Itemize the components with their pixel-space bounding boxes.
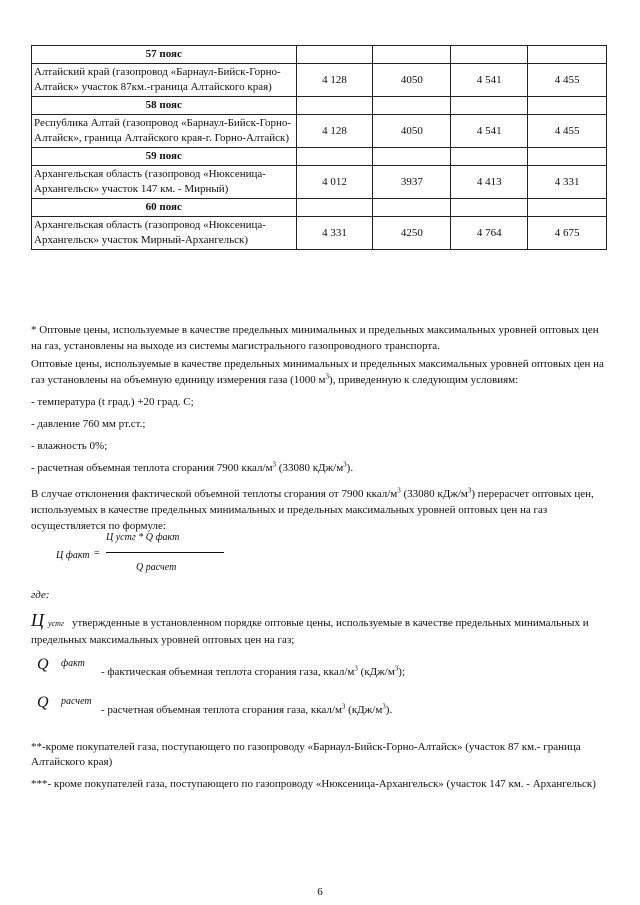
condition-pressure: - давление 760 мм рт.ст.; bbox=[31, 418, 146, 430]
zone-empty-cell bbox=[528, 46, 607, 64]
page-number: 6 bbox=[317, 886, 323, 898]
price-symbol: Ц bbox=[31, 610, 44, 630]
price-cell: 3937 bbox=[373, 166, 451, 199]
zone-label: 60 пояс bbox=[32, 199, 297, 217]
zone-label: 58 пояс bbox=[32, 97, 297, 115]
zone-label: 59 пояс bbox=[32, 148, 297, 166]
zone-empty-cell bbox=[296, 97, 373, 115]
price-cell: 4 128 bbox=[296, 115, 373, 148]
zone-empty-cell bbox=[296, 199, 373, 217]
price-cell: 4 764 bbox=[451, 217, 528, 250]
note-wholesale-prices bbox=[31, 322, 611, 534]
condition-temperature: - температура (t град.) +20 град. С; bbox=[31, 396, 194, 408]
price-cell: 4 675 bbox=[528, 217, 607, 250]
zone-empty-cell bbox=[373, 46, 451, 64]
price-cell: 4 413 bbox=[451, 166, 528, 199]
where-label: где: bbox=[31, 589, 50, 601]
zone-header-row bbox=[32, 148, 607, 166]
table-row bbox=[32, 115, 607, 148]
zone-empty-cell bbox=[528, 199, 607, 217]
definition-q-calc bbox=[31, 694, 611, 724]
price-cell: 4 455 bbox=[528, 115, 607, 148]
price-definition-text: утвержденные в установленном порядке оптовые цены, используемые в качестве предельных минимальных и предельных максимальных уровней оптовых цен на газ; bbox=[31, 617, 589, 646]
q-fact-label: факт bbox=[61, 658, 85, 669]
zone-empty-cell bbox=[296, 148, 373, 166]
price-cell: 4 331 bbox=[528, 166, 607, 199]
zone-empty-cell bbox=[296, 46, 373, 64]
price-table-body bbox=[32, 46, 607, 250]
price-cell: 4050 bbox=[373, 64, 451, 97]
zone-empty-cell bbox=[451, 148, 528, 166]
price-cell: 4 128 bbox=[296, 64, 373, 97]
note-1: * Оптовые цены, используемые в качестве предельных минимальных и предельных максимальных уровней оптовых цен на газ, установлены на выходе из системы магистрального газопроводного транспорта. bbox=[31, 324, 599, 352]
zone-empty-cell bbox=[373, 148, 451, 166]
footnote-2: **-кроме покупателей газа, поступающего по газопроводу «Барнаул-Бийск-Горно-Алтайск» (участок 87 км.- граница Алтайского края) bbox=[31, 741, 581, 768]
formula-lhs: Ц факт bbox=[56, 550, 90, 561]
q-fact-description: - фактическая объемная теплота сгорания газа, ккал/$м^3$ $(кДж/м^3)$; bbox=[101, 664, 406, 678]
q-fact-symbol: Q bbox=[37, 656, 49, 673]
price-cell: 4 455 bbox=[528, 64, 607, 97]
zone-label: 57 пояс bbox=[32, 46, 297, 64]
zone-header-row bbox=[32, 97, 607, 115]
paragraph-recalculation: В случае отклонения фактической объемной теплоты сгорания от 7900 ккал/$м^3$ (33080 кДж/$м^3$) перерасчет оптовых цен, используемых в качестве предельных минимальных и предельных максимальных уровней оптовых цен на газ осуществляется по формуле: bbox=[31, 486, 594, 532]
zone-empty-cell bbox=[451, 97, 528, 115]
zone-empty-cell bbox=[528, 148, 607, 166]
q-calc-description: - расчетная объемная теплота сгорания газа, ккал/$м^3$ $(кДж/м^3)$. bbox=[101, 702, 393, 716]
zone-empty-cell bbox=[373, 199, 451, 217]
definition-q-fact bbox=[31, 656, 611, 686]
footnotes bbox=[31, 740, 611, 799]
region-cell: Алтайский край (газопровод «Барнаул-Бийск-Горно-Алтайск» участок 87км.-граница Алтайского края) bbox=[32, 64, 297, 97]
region-cell: Архангельская область (газопровод «Нюксеница-Архангельск» участок Мирный-Архангельск) bbox=[32, 217, 297, 250]
region-cell: Республика Алтай (газопровод «Барнаул-Бийск-Горно-Алтайск», граница Алтайского края-г. Горно-Алтайск) bbox=[32, 115, 297, 148]
price-formula bbox=[56, 528, 256, 588]
price-cell: 4050 bbox=[373, 115, 451, 148]
q-calc-label: расчет bbox=[61, 696, 92, 707]
paragraph-units: Оптовые цены, используемые в качестве предельных минимальных и предельных максимальных уровней оптовых цен на газ установлены на объемную единицу измерения газа (1000 $м^3$), приведенную к следующим условиям: bbox=[31, 358, 604, 386]
table-row bbox=[32, 217, 607, 250]
footnote-3: ***- кроме покупателей газа, поступающего по газопроводу «Нюксеница-Архангельск» (участок 147 км. - Архангельск) bbox=[31, 778, 596, 790]
table-row bbox=[32, 166, 607, 199]
zone-empty-cell bbox=[451, 46, 528, 64]
q-calc-symbol: Q bbox=[37, 694, 49, 711]
definition-price bbox=[31, 612, 611, 648]
formula-fraction-bar bbox=[106, 552, 224, 553]
price-symbol-subscript: устг bbox=[48, 619, 64, 628]
table-row bbox=[32, 64, 607, 97]
price-cell: 4 331 bbox=[296, 217, 373, 250]
price-cell: 4 541 bbox=[451, 64, 528, 97]
formula-equals: = bbox=[94, 548, 100, 559]
formula-denominator: Q расчет bbox=[136, 562, 177, 573]
zone-header-row bbox=[32, 46, 607, 64]
condition-humidity: - влажность 0%; bbox=[31, 440, 108, 452]
zone-empty-cell bbox=[373, 97, 451, 115]
condition-heat: - расчетная объемная теплота сгорания 7900 ккал/$м^3$ (33080 кДж/$м^3$). bbox=[31, 460, 354, 474]
price-cell: 4250 bbox=[373, 217, 451, 250]
price-cell: 4 541 bbox=[451, 115, 528, 148]
region-cell: Архангельская область (газопровод «Нюксеница-Архангельск» участок 147 км. - Мирный) bbox=[32, 166, 297, 199]
zone-empty-cell bbox=[528, 97, 607, 115]
zone-empty-cell bbox=[451, 199, 528, 217]
zone-header-row bbox=[32, 199, 607, 217]
formula-numerator: Ц устг * Q факт bbox=[106, 532, 180, 543]
price-cell: 4 012 bbox=[296, 166, 373, 199]
price-table bbox=[31, 45, 607, 250]
